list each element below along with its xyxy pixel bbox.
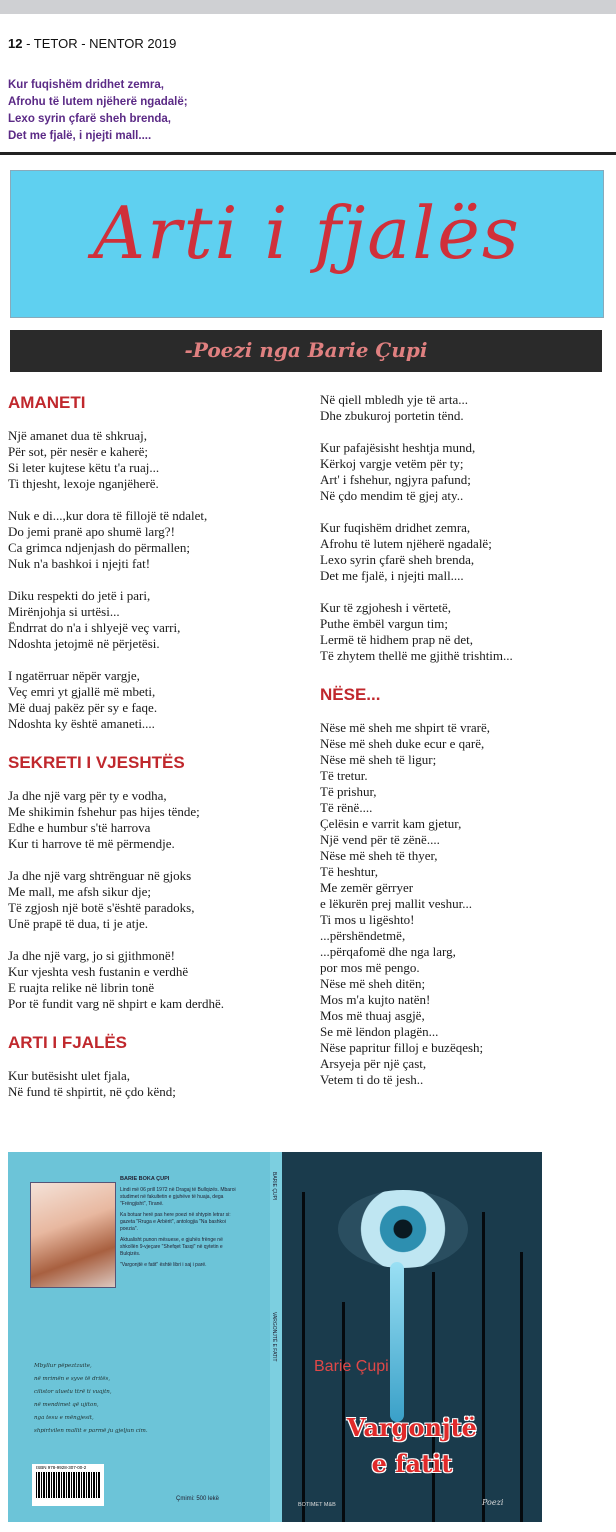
poem-line: Të zhytem thellë me gjithë trishtim... [320,648,513,663]
poem-line: Ndoshta jetojmë në përjetësi. [8,636,160,651]
poem-line: Çelësin e varrit kam gjetur, [320,816,462,831]
eye-illustration [338,1190,468,1268]
price: Çmimi: 500 lekë [176,1496,220,1502]
poem-line: Ca grimca ndjenjash do përmallen; [8,540,190,555]
poem-line: Për sot, për nesër e kaherë; [8,444,149,459]
title-banner [10,170,604,318]
stanza [320,440,616,504]
epigraph-line: Afrohu të lutem njëherë ngadalë; [8,96,188,108]
cover-author: Barie Çupi [314,1358,389,1375]
poem-line: Një amanet dua të shkruaj, [8,428,147,443]
bio-paragraph: "Vargonjtë e fatit" është libri i saj i parë. [120,1262,207,1268]
poem-title-sekreti: SEKRETI I VJESHTËS [8,753,185,772]
epigraph-line: Det me fjalë, i njejti mall.... [8,130,152,142]
stanza [8,508,310,572]
poem-line: por mos më pengo. [320,960,420,975]
barcode-bars [36,1472,100,1498]
poem-line: Ti thjesht, lexoje nganjëherë. [8,476,159,491]
spine-author: BARIE ÇUPI [271,1172,277,1201]
poem-line: Mos më thuaj asgjë, [320,1008,425,1023]
author-photo [30,1182,116,1288]
poem-line: Kur të zgjohesh i vërtetë, [320,600,452,615]
poem-line: Në fund të shpirtit, në çdo kënd; [8,1084,176,1099]
poem-line: Mos m'a kujto natën! [320,992,431,1007]
poem-line: Lermë të hidhem prap në det, [320,632,474,647]
stanza [8,788,310,852]
back-poem-line: Mbyllur pëpeztzuite, [34,1363,92,1369]
poem-line: Se më lëndon plagën... [320,1024,439,1039]
banner-subtitle: -Poezi nga Barie Çupi [184,338,428,362]
stanza [8,588,310,652]
poem-line: Nëse papritur filloj e buzëqesh; [320,1040,484,1055]
poem-line: Do jemi pranë apo shumë larg?! [8,524,175,539]
barcode [32,1464,104,1506]
back-cover-poem [34,1360,174,1438]
back-poem-line: cilistor uluetu ttrë ti vuajtn, [34,1389,112,1395]
poem-line: Të heshtur, [320,864,378,879]
back-poem-line: në mrimën e syve të dritës, [34,1376,111,1382]
stanza [8,948,310,1012]
poem-line: Afrohu të lutem njëherë ngadalë; [320,536,492,551]
stanza [8,668,310,732]
poem-line: Të tretur. [320,768,368,783]
poem-line: Në çdo mendim të gjej aty.. [320,488,464,503]
poem-line: Kur fuqishëm dridhet zemra, [320,520,471,535]
page-number: 12 [8,36,23,51]
spine-title: VARGONJTË E FATIT [271,1312,277,1362]
poem-line: Ti mos u ligështo! [320,912,415,927]
publisher: BOTIMET M&B [298,1502,336,1508]
poem-line: Arsyeja për një çast, [320,1056,427,1071]
poem-line: Kur butësisht ulet fjala, [8,1068,131,1083]
poem-line: Art' i fshehur, ngjyra pafund; [320,472,471,487]
cover-title [282,1410,542,1482]
author-bio [120,1176,242,1273]
poem-line: Lexo syrin çfarë sheh brenda, [320,552,475,567]
poem-line: Vetem ti do të jesh.. [320,1072,424,1087]
poem-line: Të rënë.... [320,800,373,815]
banner-title: Arti i fjalës [93,191,521,275]
poem-line: Në qiell mbledh yje të arta... [320,392,469,407]
poem-line: Nëse më sheh me shpirt të vrarë, [320,720,491,735]
thorn-stem [432,1272,435,1522]
issue-date: - TETOR - NENTOR 2019 [22,36,177,51]
poem-line: Kur pafajësisht heshtja mund, [320,440,476,455]
poem-line: Nëse më sheh ditën; [320,976,426,991]
poem-line: e lëkurën prej mallit veshur... [320,896,472,911]
poem-line: Me mall, me afsh sikur dje; [8,884,151,899]
poem-line: Ja dhe një varg shtrënguar në gjoks [8,868,192,883]
poem-line: Kërkoj vargje vetëm për ty; [320,456,464,471]
poem-line: Ndoshta ky është amaneti.... [8,716,155,731]
isbn: ISBN 978-9928-307-00-2 [36,1465,87,1470]
stanza [8,868,310,932]
poem-line: Nëse më sheh duke ecur e qarë, [320,736,485,751]
right-column [320,392,616,1088]
page-header [8,36,176,51]
poem-line: Ja dhe një varg, jo si gjithmonë! [8,948,175,963]
poem-line: Det me fjalë, i njejti mall.... [320,568,464,583]
top-bar [0,0,616,14]
back-poem-line: nga tesu e mëngjesit, [34,1415,94,1421]
epigraph-line: Kur fuqishëm dridhet zemra, [8,79,164,91]
poem-line: Por të fundit varg në shpirt e kam derdhë. [8,996,225,1011]
poem-line: Nuk n'a bashkoi i njejti fat! [8,556,151,571]
stanza [320,720,616,1088]
poem-line: Më duaj pakëz për sy e faqe. [8,700,158,715]
subtitle-bar [10,330,602,372]
poem-line: Nëse më sheh të thyer, [320,848,438,863]
poem-line: Edhe e humbur s'të harrova [8,820,151,835]
poem-line: Si leter kujtese këtu t'a ruaj... [8,460,160,475]
book-cover-image [8,1152,542,1522]
epigraph-line: Lexo syrin çfarë sheh brenda, [8,113,171,125]
poem-line: Nuk e di...,kur dora të fillojë të ndalet, [8,508,208,523]
poem-title-nese: NËSE... [320,685,381,704]
bio-paragraph: Lindi më 06 prill 1972 në Dragaj të Bullqizës. Mbaroi studimet në fakultetin e gjuhëve të huaja, dega "Frëngjisht", Tiranë. [120,1187,236,1207]
poem-line: Kur vjeshta vesh fustanin e verdhë [8,964,189,979]
poem-line: Të prishur, [320,784,377,799]
poem-line: Me zemër gërryer [320,880,414,895]
poem-line: Diku respekti do jetë i pari, [8,588,151,603]
poem-line: Kur ti harrove të më përmendje. [8,836,175,851]
poem-line: Unë prapë të dua, ti je atje. [8,916,149,931]
poem-title-amaneti: AMANETI [8,393,86,412]
tear-illustration [390,1262,404,1422]
left-column [8,392,310,1100]
poem-line: Mirënjohja si urtësi... [8,604,120,619]
bio-name: BARIE BOKA ÇUPI [120,1176,170,1182]
series-label: Poezi [482,1498,504,1507]
bio-paragraph: Ka botuar herë pas here poezi në shtypin letrar si: gazeta "Rruga e Arbërit", antologjia "Na bashkoi poezia". [120,1212,231,1232]
poem-line: E ruajta relike në librin tonë [8,980,155,995]
header-rule [0,152,616,155]
epigraph [8,77,188,145]
poem-line: Veç emri yt gjallë më mbeti, [8,684,156,699]
poem-line: Të zgjosh një botë s'është paradoks, [8,900,195,915]
cover-title-line: Vargonjtë [347,1413,477,1442]
back-poem-line: në mendimet që ujiton, [34,1402,99,1408]
front-cover [282,1152,542,1522]
poem-line: I ngatërruar nëpër vargje, [8,668,140,683]
poem-line: Ëndrrat do n'a i shlyejë veç varri, [8,620,181,635]
poem-line: Ja dhe një varg për ty e vodha, [8,788,167,803]
cover-title-line: e fatit [371,1449,453,1478]
poem-line: Një vend për të zënë.... [320,832,440,847]
poem-line: Puthe ëmbël vargun tim; [320,616,448,631]
back-cover [8,1152,270,1522]
poem-line: Me shikimin fshehur pas hijes tënde; [8,804,200,819]
bio-paragraph: Aktualisht punon mësuese, e gjuhës frënge në shkollën 9-vjeçare "Shefqet Tasqi" në qytetin e Bulqizës. [120,1237,223,1257]
poem-line: ...përshëndetmë, [320,928,406,943]
stanza [8,428,310,492]
stanza [320,600,616,664]
book-spine [270,1152,282,1522]
poem-line: Dhe zbukuroj portetin tënd. [320,408,464,423]
stanza [320,392,616,424]
back-poem-line: shpirtvilen mallit e parmë ju gjeljun cim. [34,1428,148,1434]
poem-line: ...përqafomë dhe nga larg, [320,944,456,959]
poem-title-arti: ARTI I FJALËS [8,1033,128,1052]
poem-line: Nëse më sheh të ligur; [320,752,437,767]
stanza [320,520,616,584]
